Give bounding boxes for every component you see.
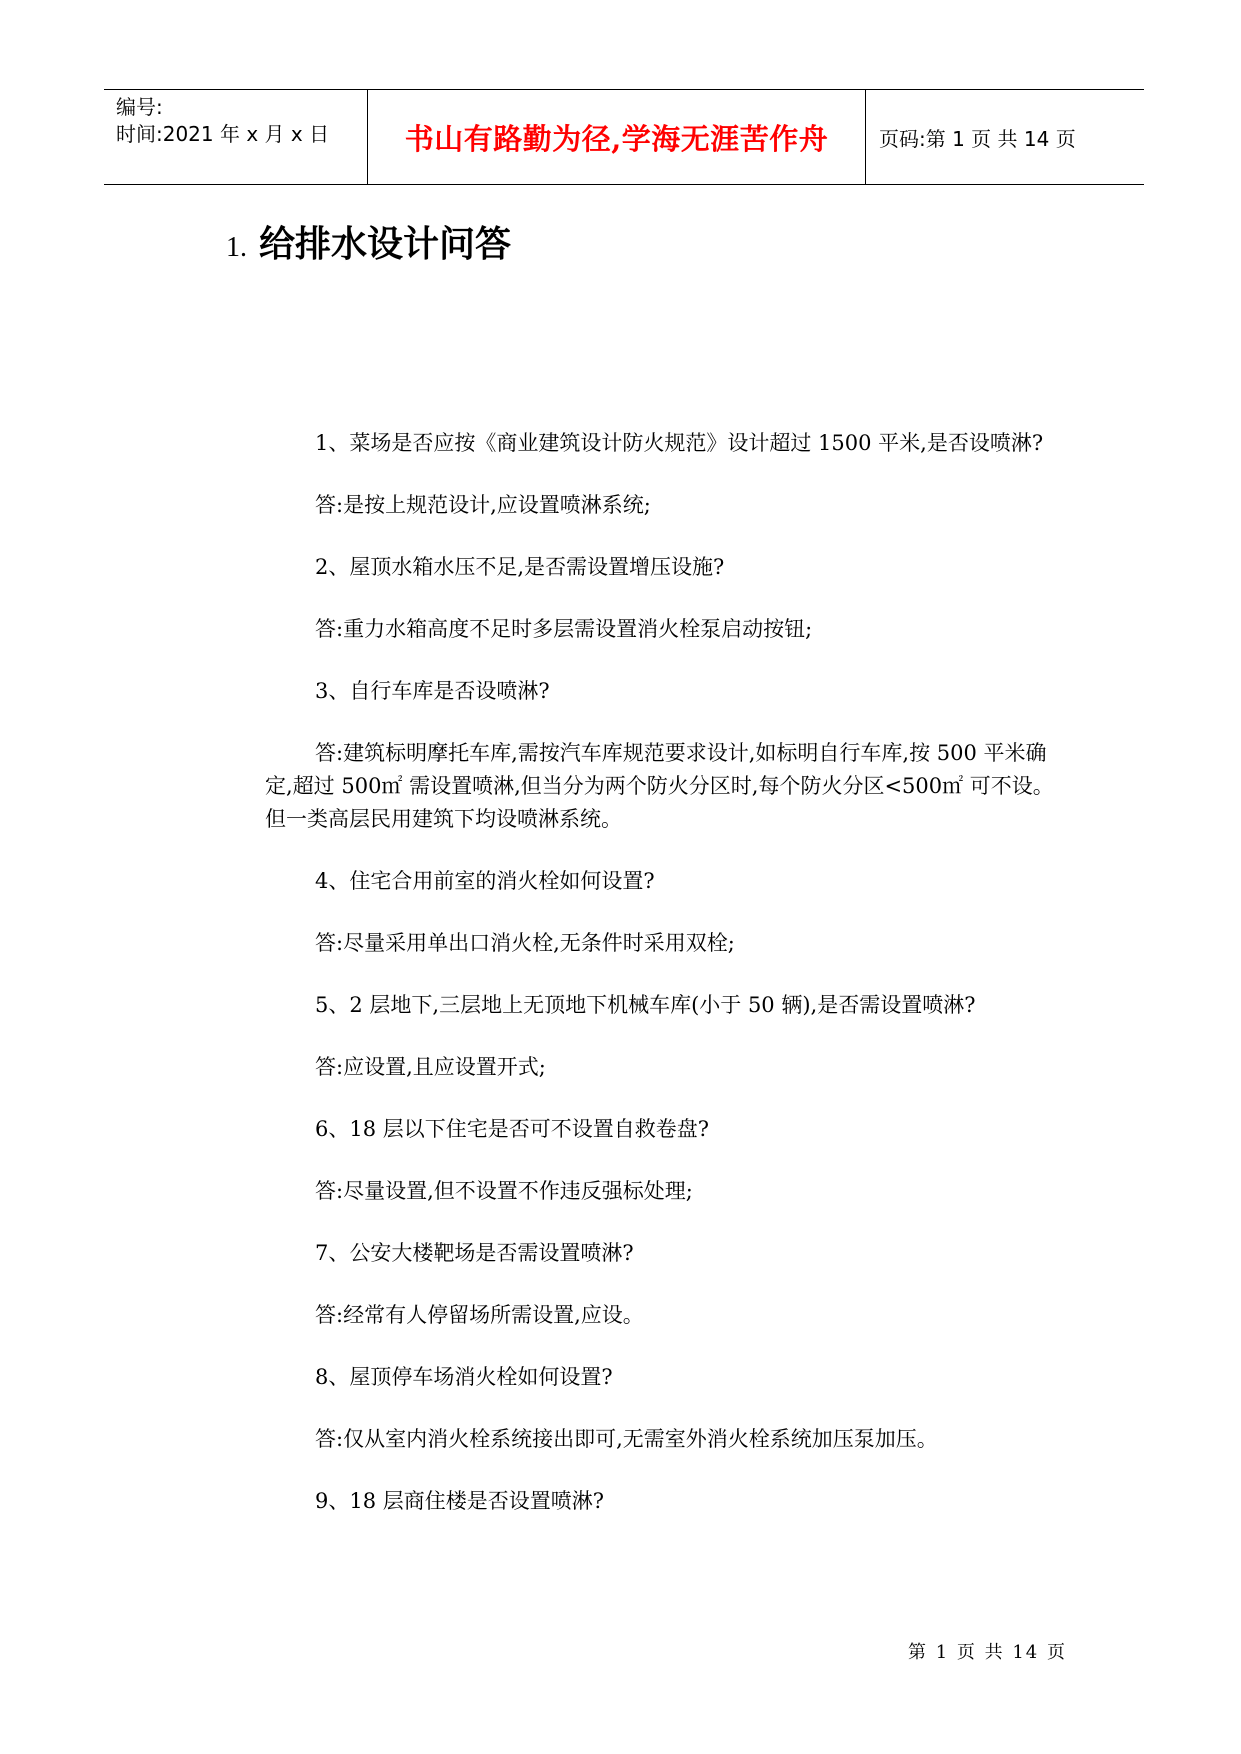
answer-paragraph: 答:应设置,且应设置开式;	[315, 1055, 546, 1079]
header-motto: 书山有路勤为径,学海无涯苦作舟	[368, 90, 866, 184]
question-paragraph: 2、屋顶水箱水压不足,是否需设置增压设施?	[315, 555, 725, 579]
question-paragraph: 9、18 层商住楼是否设置喷淋?	[315, 1489, 605, 1513]
question-paragraph: 5、2 层地下,三层地上无顶地下机械车库(小于 50 辆),是否需设置喷淋?	[315, 993, 976, 1017]
header-meta	[104, 90, 368, 184]
question-paragraph: 4、住宅合用前室的消火栓如何设置?	[315, 869, 655, 893]
serial-number-label: 编号:	[116, 95, 163, 119]
title-text: 给排水设计问答	[259, 224, 512, 265]
title-number: 1.	[226, 232, 247, 263]
document-title	[226, 216, 511, 267]
answer-paragraph: 答:重力水箱高度不足时多层需设置消火栓泵启动按钮;	[315, 617, 813, 641]
header-page-info: 页码:第 1 页 共 14 页	[879, 126, 1076, 151]
question-paragraph: 7、公安大楼靶场是否需设置喷淋?	[315, 1241, 634, 1265]
question-paragraph: 8、屋顶停车场消火栓如何设置?	[315, 1365, 613, 1389]
page-header	[104, 89, 1144, 185]
answer-paragraph: 答:尽量采用单出口消火栓,无条件时采用双栓;	[315, 931, 735, 955]
answer-paragraph: 答:仅从室内消火栓系统接出即可,无需室外消火栓系统加压泵加压。	[315, 1427, 938, 1451]
answer-paragraph: 答:建筑标明摩托车库,需按汽车库规范要求设计,如标明自行车库,按 500 平米确定,超过 500㎡ 需设置喷淋,但当分为两个防火分区时,每个防火分区<500㎡ 可不设。但一类高层民用建筑下均设喷淋系统。	[265, 741, 1054, 831]
question-paragraph: 6、18 层以下住宅是否可不设置自救卷盘?	[315, 1117, 710, 1141]
document-body	[265, 427, 1065, 1547]
question-paragraph: 1、菜场是否应按《商业建筑设计防火规范》设计超过 1500 平米,是否设喷淋?	[315, 431, 1044, 455]
answer-paragraph: 答:尽量设置,但不设置不作违反强标处理;	[315, 1179, 693, 1203]
page-footer: 第 1 页 共 14 页	[908, 1642, 1067, 1663]
answer-paragraph: 答:是按上规范设计,应设置喷淋系统;	[315, 493, 651, 517]
answer-paragraph: 答:经常有人停留场所需设置,应设。	[315, 1303, 644, 1327]
time-label: 时间:2021 年 x 月 x 日	[116, 122, 330, 146]
question-paragraph: 3、自行车库是否设喷淋?	[315, 679, 550, 703]
